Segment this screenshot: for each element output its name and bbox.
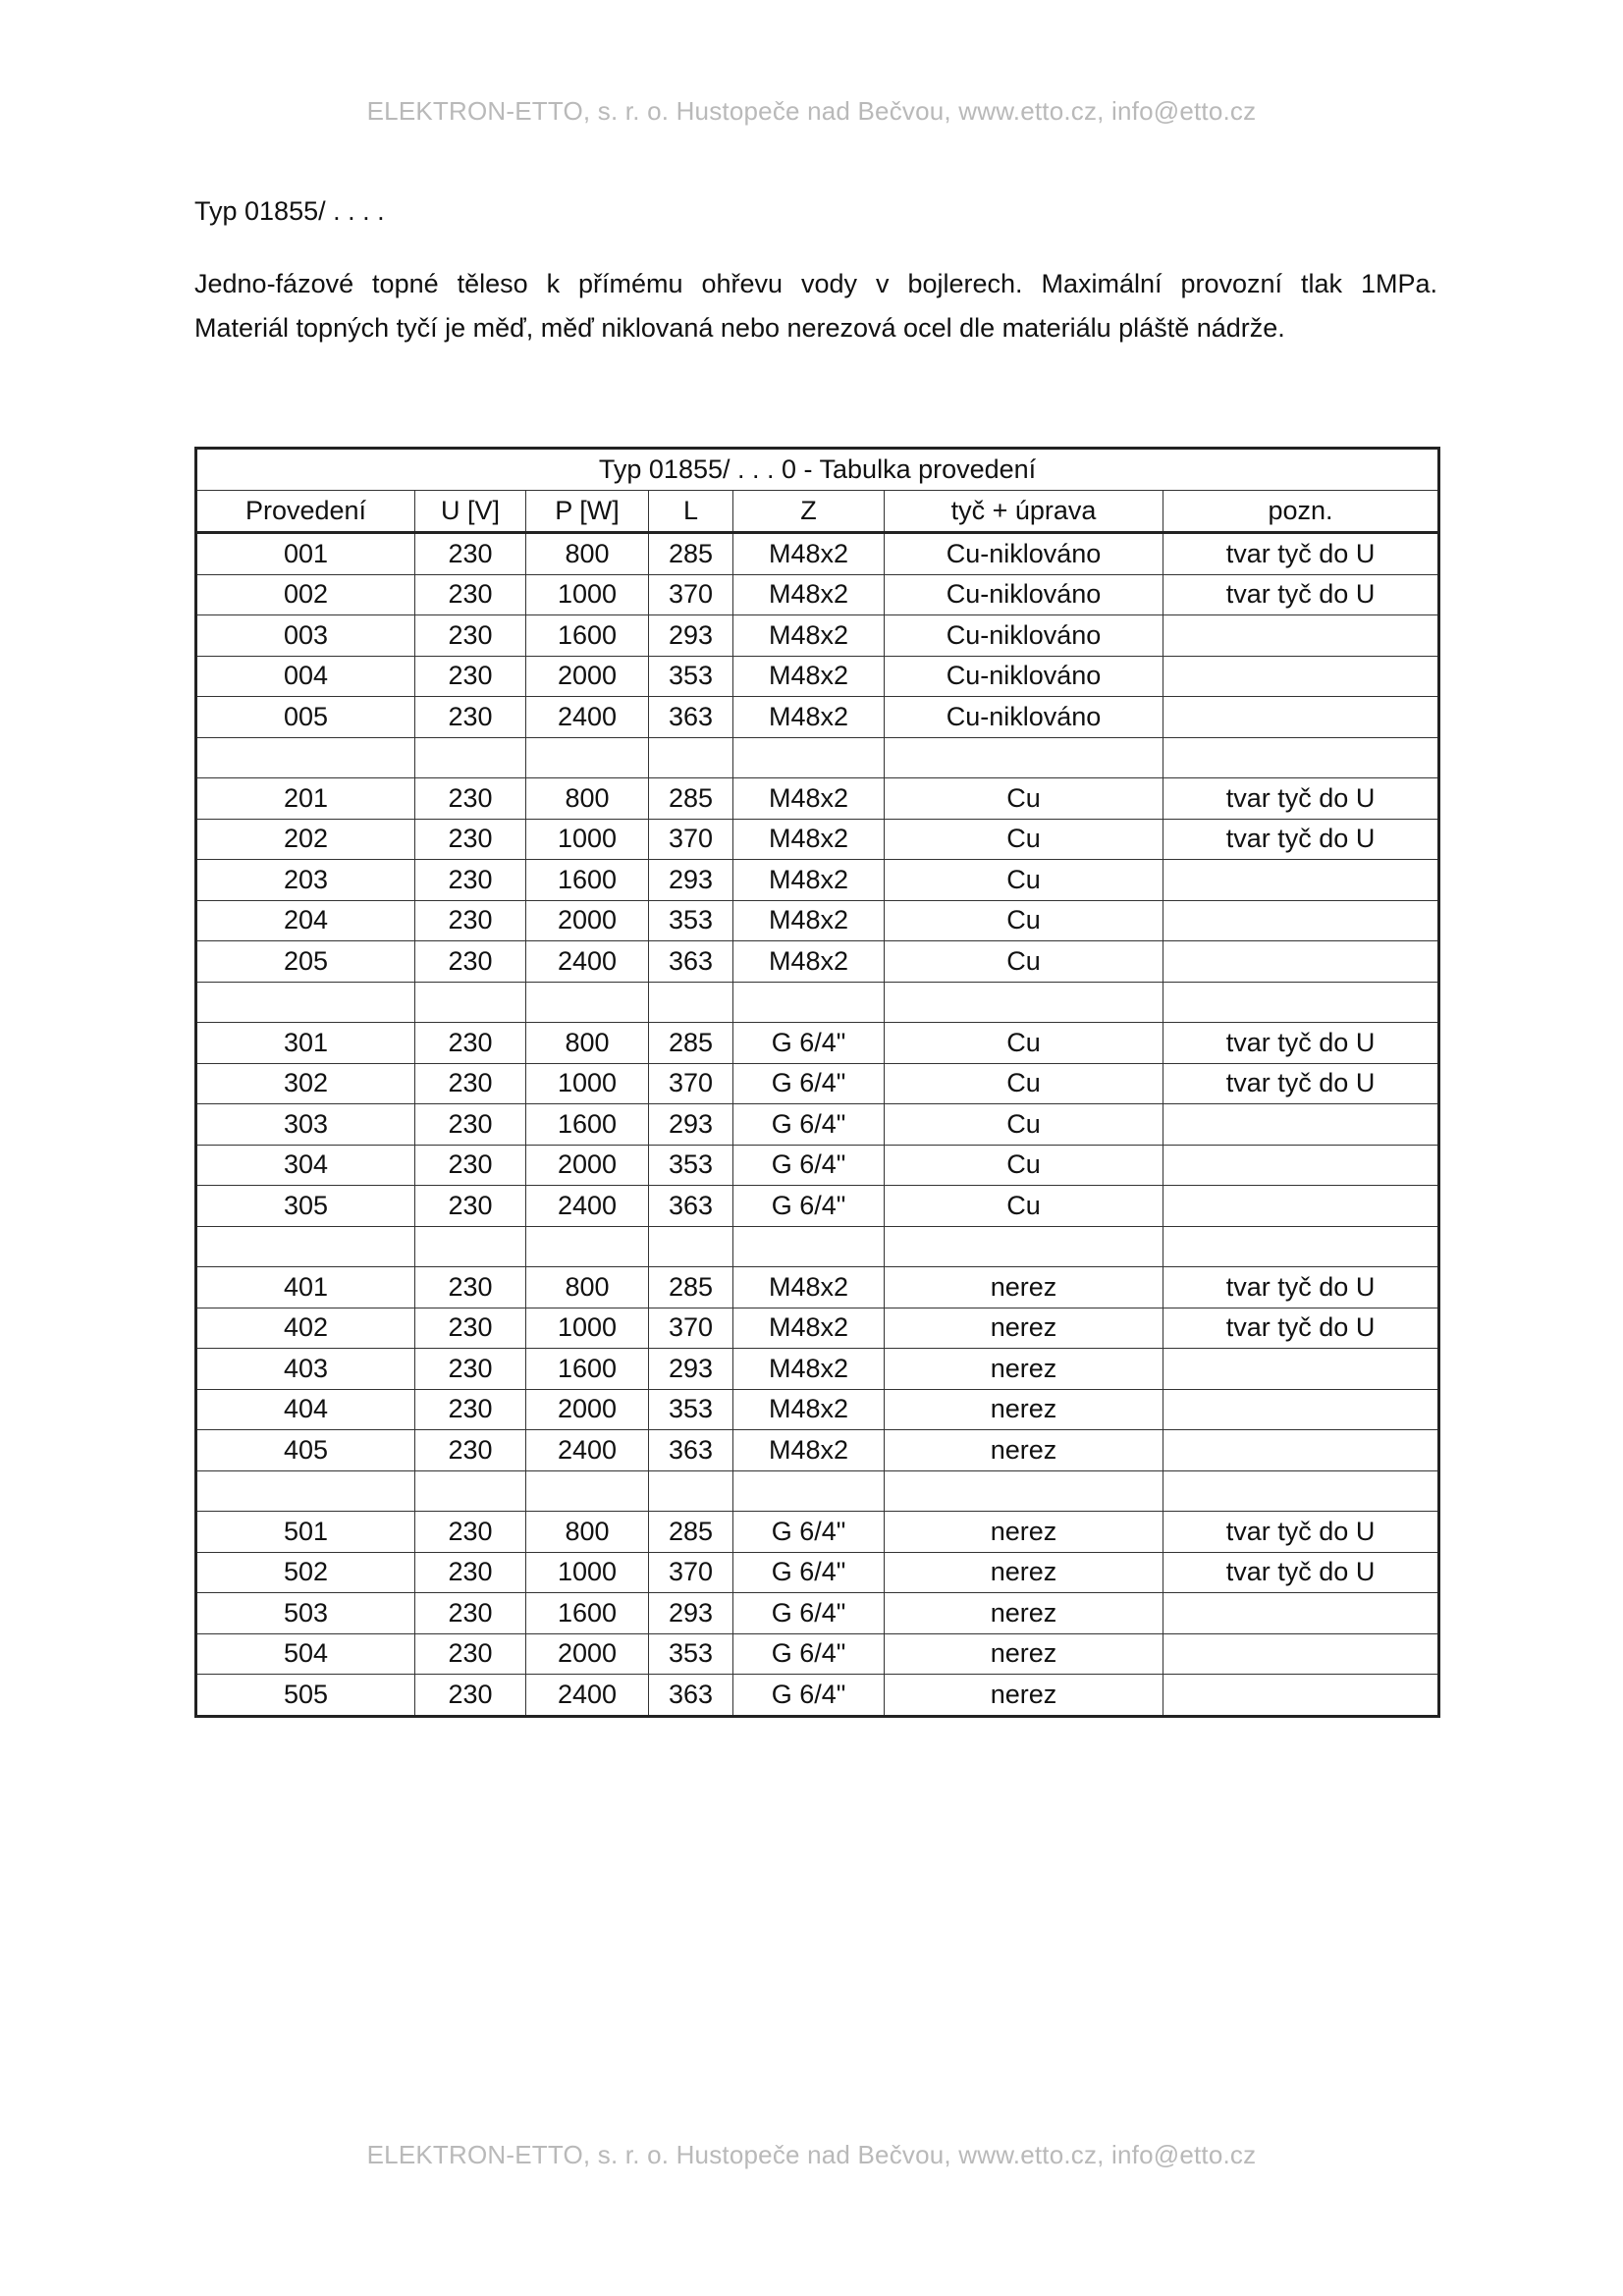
table-cell: 800 (526, 1512, 649, 1553)
table-cell: 1600 (526, 1593, 649, 1634)
table-cell: nerez (885, 1389, 1163, 1430)
table-cell: 1000 (526, 819, 649, 860)
table-cell (1163, 1226, 1439, 1267)
table-cell: nerez (885, 1349, 1163, 1390)
table-cell: 001 (196, 533, 415, 575)
table-cell: nerez (885, 1675, 1163, 1717)
table-cell: 2000 (526, 1145, 649, 1186)
table-cell: nerez (885, 1633, 1163, 1675)
table-row (196, 697, 1439, 738)
table-cell: 230 (415, 1186, 526, 1227)
table-cell: 230 (415, 778, 526, 820)
table-cell (196, 1226, 415, 1267)
table-cell: 230 (415, 1308, 526, 1349)
table-cell (1163, 1389, 1439, 1430)
table-cell: 230 (415, 533, 526, 575)
table-cell (1163, 1593, 1439, 1634)
table-row (196, 574, 1439, 615)
table-cell: 230 (415, 860, 526, 901)
table-row (196, 1389, 1439, 1430)
table-cell: 353 (649, 1633, 733, 1675)
table-row (196, 615, 1439, 657)
table-cell: 230 (415, 1633, 526, 1675)
table-cell: Cu-niklováno (885, 533, 1163, 575)
table-cell: G 6/4" (733, 1104, 885, 1146)
table-cell: 2400 (526, 1430, 649, 1471)
table-cell: 2400 (526, 1675, 649, 1717)
table-cell: 1600 (526, 860, 649, 901)
table-cell (1163, 1186, 1439, 1227)
table-spacer-row (196, 1470, 1439, 1512)
table-row (196, 1186, 1439, 1227)
table-cell (1163, 1470, 1439, 1512)
table-cell: tvar tyč do U (1163, 533, 1439, 575)
table-row (196, 1552, 1439, 1593)
table-cell: 2400 (526, 697, 649, 738)
table-cell (415, 1226, 526, 1267)
table-cell: 302 (196, 1063, 415, 1104)
table-cell: 370 (649, 574, 733, 615)
table-cell (1163, 697, 1439, 738)
table-cell: tvar tyč do U (1163, 778, 1439, 820)
table-row (196, 1512, 1439, 1553)
table-cell: 303 (196, 1104, 415, 1146)
table-cell: 230 (415, 941, 526, 983)
table-cell: tvar tyč do U (1163, 819, 1439, 860)
table-cell: 370 (649, 1552, 733, 1593)
table-cell: 230 (415, 1349, 526, 1390)
table-cell: Cu-niklováno (885, 615, 1163, 657)
table-cell: M48x2 (733, 697, 885, 738)
table-cell: 353 (649, 1389, 733, 1430)
description-paragraph (194, 262, 1437, 350)
table-cell: 353 (649, 900, 733, 941)
table-cell: 293 (649, 1349, 733, 1390)
table-cell (649, 737, 733, 778)
table-cell: 203 (196, 860, 415, 901)
table-cell: 1600 (526, 1349, 649, 1390)
table-cell: 230 (415, 1023, 526, 1064)
table-cell (1163, 1675, 1439, 1717)
table-cell: 230 (415, 1267, 526, 1308)
table-cell (1163, 737, 1439, 778)
table-cell: 230 (415, 656, 526, 697)
table-cell: 502 (196, 1552, 415, 1593)
table-cell: tvar tyč do U (1163, 1267, 1439, 1308)
table-cell (196, 737, 415, 778)
table-cell: 230 (415, 1512, 526, 1553)
table-cell: nerez (885, 1593, 1163, 1634)
table-cell: G 6/4" (733, 1145, 885, 1186)
table-cell: tvar tyč do U (1163, 1023, 1439, 1064)
table-cell (1163, 982, 1439, 1023)
table-cell: 285 (649, 533, 733, 575)
table-cell (526, 1470, 649, 1512)
table-cell (649, 1470, 733, 1512)
table-cell: 304 (196, 1145, 415, 1186)
table-cell (415, 1470, 526, 1512)
table-cell (526, 1226, 649, 1267)
table-cell: 2400 (526, 941, 649, 983)
table-cell: Cu (885, 1145, 1163, 1186)
table-cell (196, 982, 415, 1023)
table-cell: 403 (196, 1349, 415, 1390)
table-cell (885, 982, 1163, 1023)
table-cell: 370 (649, 1063, 733, 1104)
table-cell: 205 (196, 941, 415, 983)
table-row (196, 1593, 1439, 1634)
table-cell: Cu (885, 1104, 1163, 1146)
table-cell: 230 (415, 1145, 526, 1186)
table-cell: 2000 (526, 1633, 649, 1675)
table-cell: 230 (415, 1593, 526, 1634)
table-cell (885, 1226, 1163, 1267)
table-cell: 353 (649, 656, 733, 697)
table-cell: 370 (649, 1308, 733, 1349)
table-cell: M48x2 (733, 819, 885, 860)
table-cell: M48x2 (733, 1267, 885, 1308)
table-cell: Cu (885, 1186, 1163, 1227)
table-cell (526, 982, 649, 1023)
table-cell: Cu (885, 1023, 1163, 1064)
table-cell (733, 982, 885, 1023)
table-cell: 370 (649, 819, 733, 860)
table-cell: M48x2 (733, 1430, 885, 1471)
column-header: Z (733, 491, 885, 533)
table-cell: 504 (196, 1633, 415, 1675)
table-title: Typ 01855/ . . . 0 - Tabulka provedení (196, 449, 1439, 491)
table-cell: 363 (649, 697, 733, 738)
table-cell: 2000 (526, 900, 649, 941)
table-cell: G 6/4" (733, 1023, 885, 1064)
table-cell: 002 (196, 574, 415, 615)
table-cell (1163, 656, 1439, 697)
table-cell: 005 (196, 697, 415, 738)
table-cell: 285 (649, 1512, 733, 1553)
table-cell: 293 (649, 1104, 733, 1146)
table-cell: Cu (885, 778, 1163, 820)
table-cell (415, 737, 526, 778)
table-row (196, 900, 1439, 941)
table-cell: 230 (415, 900, 526, 941)
table-cell: M48x2 (733, 941, 885, 983)
table-cell: M48x2 (733, 900, 885, 941)
table-cell (885, 737, 1163, 778)
table-cell: G 6/4" (733, 1593, 885, 1634)
table-cell: 301 (196, 1023, 415, 1064)
table-cell: 363 (649, 1186, 733, 1227)
table-cell: 285 (649, 778, 733, 820)
table-cell (733, 1470, 885, 1512)
table-cell: 363 (649, 941, 733, 983)
table-cell: Cu-niklováno (885, 697, 1163, 738)
table-cell (1163, 1430, 1439, 1471)
table-row (196, 1023, 1439, 1064)
table-cell: 363 (649, 1675, 733, 1717)
table-cell: nerez (885, 1512, 1163, 1553)
table-cell: tvar tyč do U (1163, 1308, 1439, 1349)
table-cell: 004 (196, 656, 415, 697)
table-row (196, 941, 1439, 983)
table-cell (415, 982, 526, 1023)
column-header: U [V] (415, 491, 526, 533)
table-cell: 800 (526, 533, 649, 575)
column-header: L (649, 491, 733, 533)
table-cell: 293 (649, 1593, 733, 1634)
table-cell (885, 1470, 1163, 1512)
table-row (196, 819, 1439, 860)
table-cell: G 6/4" (733, 1512, 885, 1553)
table-cell: nerez (885, 1267, 1163, 1308)
table-cell (649, 982, 733, 1023)
description-line-2: Materiál topných tyčí je měď, měď niklovaná nebo nerezová ocel dle materiálu pláště nádrže. (194, 313, 1285, 343)
table-cell: Cu (885, 1063, 1163, 1104)
table-cell: M48x2 (733, 533, 885, 575)
table-cell: Cu (885, 860, 1163, 901)
table-cell: 230 (415, 1552, 526, 1593)
table-cell: 230 (415, 1389, 526, 1430)
table-cell: Cu (885, 941, 1163, 983)
table-cell: 293 (649, 615, 733, 657)
table-row (196, 1308, 1439, 1349)
table-cell: 800 (526, 1023, 649, 1064)
table-cell: G 6/4" (733, 1552, 885, 1593)
table-cell: 1000 (526, 1063, 649, 1104)
table-header-row (196, 491, 1439, 533)
table-cell: M48x2 (733, 1389, 885, 1430)
table-cell: 293 (649, 860, 733, 901)
table-row (196, 1267, 1439, 1308)
page-header: ELEKTRON-ETTO, s. r. o. Hustopeče nad Bečvou, www.etto.cz, info@etto.cz (366, 96, 1257, 126)
table-cell: G 6/4" (733, 1633, 885, 1675)
table-row (196, 778, 1439, 820)
table-cell: M48x2 (733, 615, 885, 657)
table-row (196, 1104, 1439, 1146)
table-cell: 230 (415, 1104, 526, 1146)
table-cell: 353 (649, 1145, 733, 1186)
table-row (196, 533, 1439, 575)
table-cell: 285 (649, 1267, 733, 1308)
table-cell: 285 (649, 1023, 733, 1064)
table-cell: 230 (415, 1675, 526, 1717)
table-cell: M48x2 (733, 860, 885, 901)
description-line-1: Jedno-fázové topné těleso k přímému ohřevu vody v bojlerech. Maximální provozní tlak 1MPa. (194, 269, 1437, 298)
table-cell: 230 (415, 1430, 526, 1471)
table-cell: 2000 (526, 1389, 649, 1430)
table-cell (1163, 615, 1439, 657)
table-cell: tvar tyč do U (1163, 1512, 1439, 1553)
table-cell: 404 (196, 1389, 415, 1430)
column-header: Provedení (196, 491, 415, 533)
table-spacer-row (196, 737, 1439, 778)
table-cell (526, 737, 649, 778)
table-cell (1163, 860, 1439, 901)
table-cell: tvar tyč do U (1163, 574, 1439, 615)
table-cell: tvar tyč do U (1163, 1063, 1439, 1104)
table-cell (1163, 941, 1439, 983)
table-cell (1163, 1145, 1439, 1186)
table-cell: Cu-niklováno (885, 574, 1163, 615)
table-cell: 2400 (526, 1186, 649, 1227)
page-footer: ELEKTRON-ETTO, s. r. o. Hustopeče nad Bečvou, www.etto.cz, info@etto.cz (366, 2140, 1257, 2169)
table-cell: G 6/4" (733, 1063, 885, 1104)
table-cell: 503 (196, 1593, 415, 1634)
table-cell: 363 (649, 1430, 733, 1471)
table-row (196, 1633, 1439, 1675)
table-title-row (196, 449, 1439, 491)
table-cell: 402 (196, 1308, 415, 1349)
table-cell: Cu (885, 900, 1163, 941)
column-header: tyč + úprava (885, 491, 1163, 533)
table-cell: nerez (885, 1430, 1163, 1471)
table-row (196, 1675, 1439, 1717)
table-cell: G 6/4" (733, 1186, 885, 1227)
table-cell: 230 (415, 819, 526, 860)
table-cell (733, 1226, 885, 1267)
table-cell: 201 (196, 778, 415, 820)
table-cell: 1000 (526, 1308, 649, 1349)
table-cell: tvar tyč do U (1163, 1552, 1439, 1593)
table-cell: 003 (196, 615, 415, 657)
table-cell (733, 737, 885, 778)
table-cell: 202 (196, 819, 415, 860)
table-cell: 230 (415, 615, 526, 657)
table-cell: Cu-niklováno (885, 656, 1163, 697)
table-cell: 1600 (526, 615, 649, 657)
table-cell: M48x2 (733, 1308, 885, 1349)
table-cell: nerez (885, 1552, 1163, 1593)
table-cell: 1000 (526, 1552, 649, 1593)
table-cell: 204 (196, 900, 415, 941)
type-line: Typ 01855/ . . . . (194, 196, 385, 226)
table-cell: G 6/4" (733, 1675, 885, 1717)
table-cell (196, 1470, 415, 1512)
table-cell: 800 (526, 1267, 649, 1308)
table-cell: 1600 (526, 1104, 649, 1146)
table-cell: 1000 (526, 574, 649, 615)
table-cell: 505 (196, 1675, 415, 1717)
table-row (196, 1430, 1439, 1471)
table-cell (1163, 1104, 1439, 1146)
table-cell: M48x2 (733, 1349, 885, 1390)
table-spacer-row (196, 1226, 1439, 1267)
table-cell (649, 1226, 733, 1267)
table-cell (1163, 1633, 1439, 1675)
table-cell: M48x2 (733, 778, 885, 820)
table-cell: 401 (196, 1267, 415, 1308)
table-cell: 230 (415, 1063, 526, 1104)
table-cell (1163, 900, 1439, 941)
table-cell: 501 (196, 1512, 415, 1553)
table-cell: M48x2 (733, 574, 885, 615)
table-spacer-row (196, 982, 1439, 1023)
table-cell: 405 (196, 1430, 415, 1471)
table-cell: 2000 (526, 656, 649, 697)
column-header: pozn. (1163, 491, 1439, 533)
table-row (196, 1145, 1439, 1186)
table-row (196, 1349, 1439, 1390)
table-row (196, 860, 1439, 901)
column-header: P [W] (526, 491, 649, 533)
table-cell: M48x2 (733, 656, 885, 697)
variants-table (194, 447, 1440, 1718)
table-cell: 800 (526, 778, 649, 820)
table-cell: nerez (885, 1308, 1163, 1349)
table-cell: 230 (415, 574, 526, 615)
table-row (196, 656, 1439, 697)
table-cell: 230 (415, 697, 526, 738)
table-row (196, 1063, 1439, 1104)
table-cell (1163, 1349, 1439, 1390)
table-cell: 305 (196, 1186, 415, 1227)
table-cell: Cu (885, 819, 1163, 860)
